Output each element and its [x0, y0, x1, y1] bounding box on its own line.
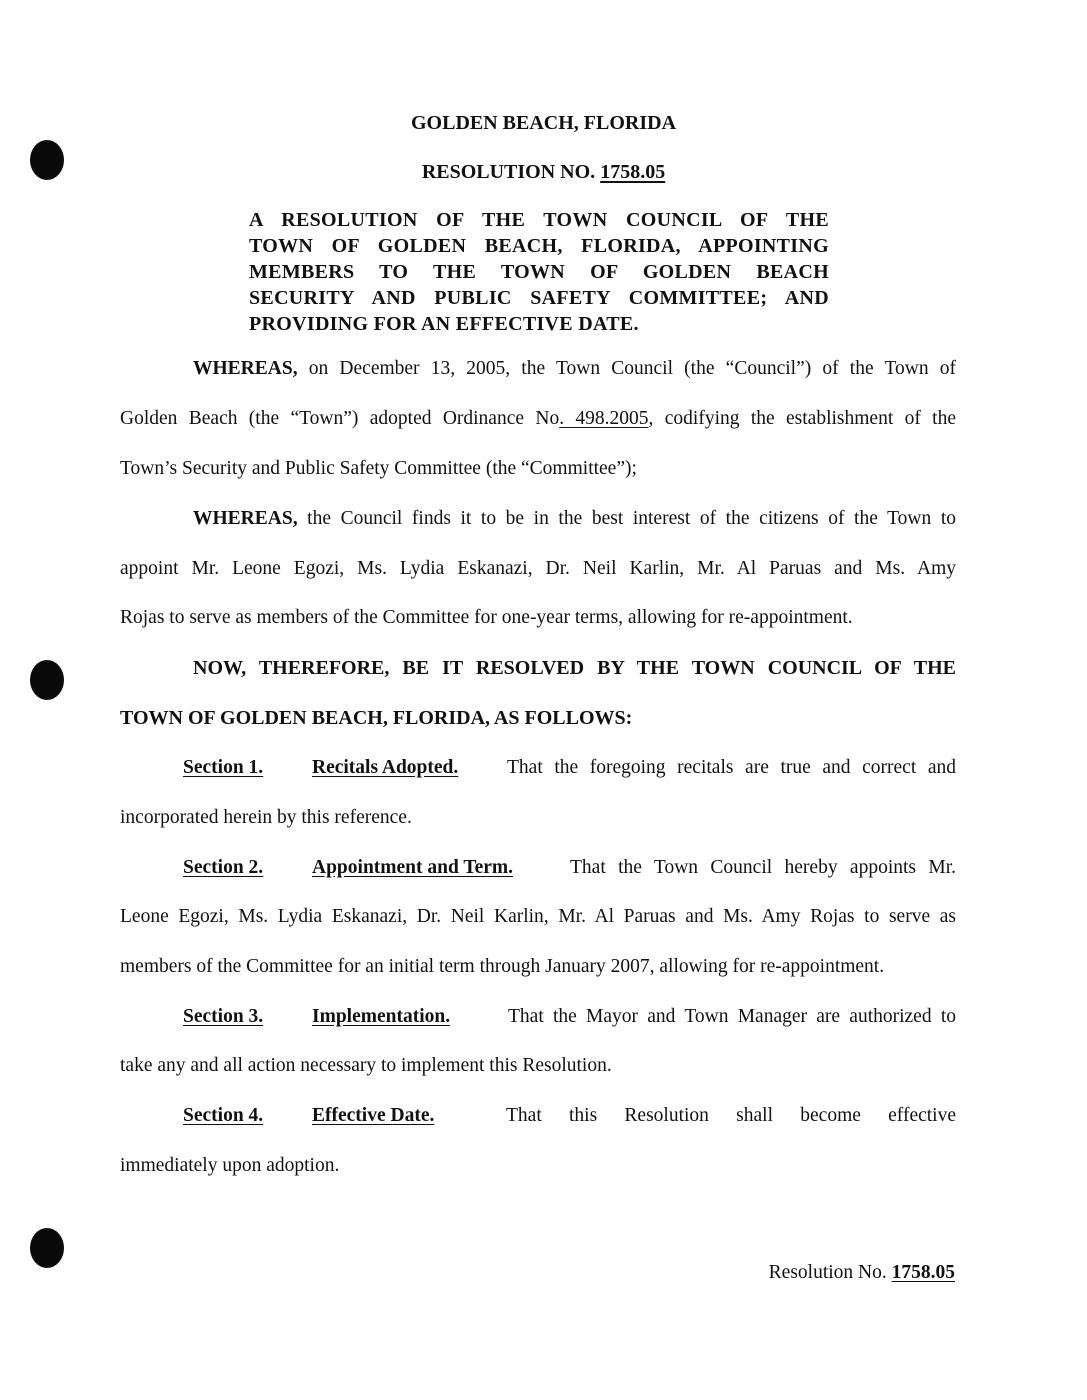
resolution-prefix: RESOLUTION NO. [421, 161, 601, 183]
title-line: TOWN OF GOLDEN BEACH, FLORIDA, APPOINTING [249, 235, 829, 257]
section-2-text: That the Town Council hereby appoints Mr. [570, 857, 956, 878]
punch-hole-bottom [30, 1228, 64, 1268]
section-3-number: Section 3. [183, 1006, 264, 1027]
whereas-text: , codifying the establishment of the [648, 408, 956, 429]
page-footer [769, 1262, 955, 1284]
section-4-number: Section 4. [183, 1105, 264, 1126]
footer-resolution-number: 1758.05 [891, 1262, 955, 1283]
title-line: MEMBERS TO THE TOWN OF GOLDEN BEACH [249, 261, 829, 283]
whereas-1-line-2 [120, 408, 956, 430]
section-1-title: Recitals Adopted. [312, 757, 459, 778]
whereas-keyword: WHEREAS, [193, 358, 298, 379]
document-place-heading [0, 112, 1087, 135]
whereas-1-line-3: Town’s Security and Public Safety Committee (the “Committee”); [120, 458, 637, 479]
whereas-1-line-1 [193, 358, 956, 380]
section-4-text: That this Resolution shall become effective [506, 1105, 956, 1126]
section-3-line-2: take any and all action necessary to implement this Resolution. [120, 1055, 612, 1076]
resolution-title [249, 207, 829, 337]
whereas-keyword: WHEREAS, [193, 508, 298, 529]
title-line: SECURITY AND PUBLIC SAFETY COMMITTEE; AND [249, 287, 829, 309]
title-line: A RESOLUTION OF THE TOWN COUNCIL OF THE [249, 209, 829, 231]
resolution-heading [0, 161, 1087, 184]
section-4-title: Effective Date. [312, 1105, 435, 1126]
resolved-line-2: TOWN OF GOLDEN BEACH, FLORIDA, AS FOLLOWS: [120, 707, 633, 729]
whereas-2-line-3: Rojas to serve as members of the Committee for one-year terms, allowing for re-appointment. [120, 607, 853, 628]
section-1-text: That the foregoing recitals are true and correct and [507, 757, 956, 778]
ordinance-number: . 498.2005 [559, 408, 649, 429]
footer-prefix: Resolution No. [768, 1262, 892, 1283]
whereas-2-line-1 [193, 508, 956, 530]
section-2-number: Section 2. [183, 857, 264, 878]
section-1-number: Section 1. [183, 757, 264, 778]
section-1-line-2: incorporated herein by this reference. [120, 807, 412, 828]
section-3-title: Implementation. [312, 1006, 451, 1027]
whereas-text: the Council finds it to be in the best interest of the citizens of the Town to [297, 508, 956, 529]
title-line: PROVIDING FOR AN EFFECTIVE DATE. [249, 313, 639, 335]
whereas-text: on December 13, 2005, the Town Council (the “Council”) of the Town of [297, 358, 956, 379]
punch-hole-middle [30, 660, 64, 700]
section-2-line-3: members of the Committee for an initial term through January 2007, allowing for re-appointment. [120, 956, 885, 977]
resolution-number: 1758.05 [600, 161, 666, 183]
section-4-line-2: immediately upon adoption. [120, 1155, 340, 1176]
whereas-2-line-2: appoint Mr. Leone Egozi, Ms. Lydia Eskanazi, Dr. Neil Karlin, Mr. Al Paruas and Ms. Amy [120, 558, 956, 579]
section-3-text: That the Mayor and Town Manager are authorized to [508, 1006, 956, 1027]
section-2-title: Appointment and Term. [312, 857, 513, 878]
whereas-text: Golden Beach (the “Town”) adopted Ordinance No [120, 408, 560, 429]
section-2-line-2: Leone Egozi, Ms. Lydia Eskanazi, Dr. Neil Karlin, Mr. Al Paruas and Ms. Amy Rojas to serve as [120, 906, 956, 927]
resolved-line-1: NOW, THEREFORE, BE IT RESOLVED BY THE TOWN COUNCIL OF THE [193, 657, 956, 679]
place-text: GOLDEN BEACH, FLORIDA [410, 112, 677, 134]
